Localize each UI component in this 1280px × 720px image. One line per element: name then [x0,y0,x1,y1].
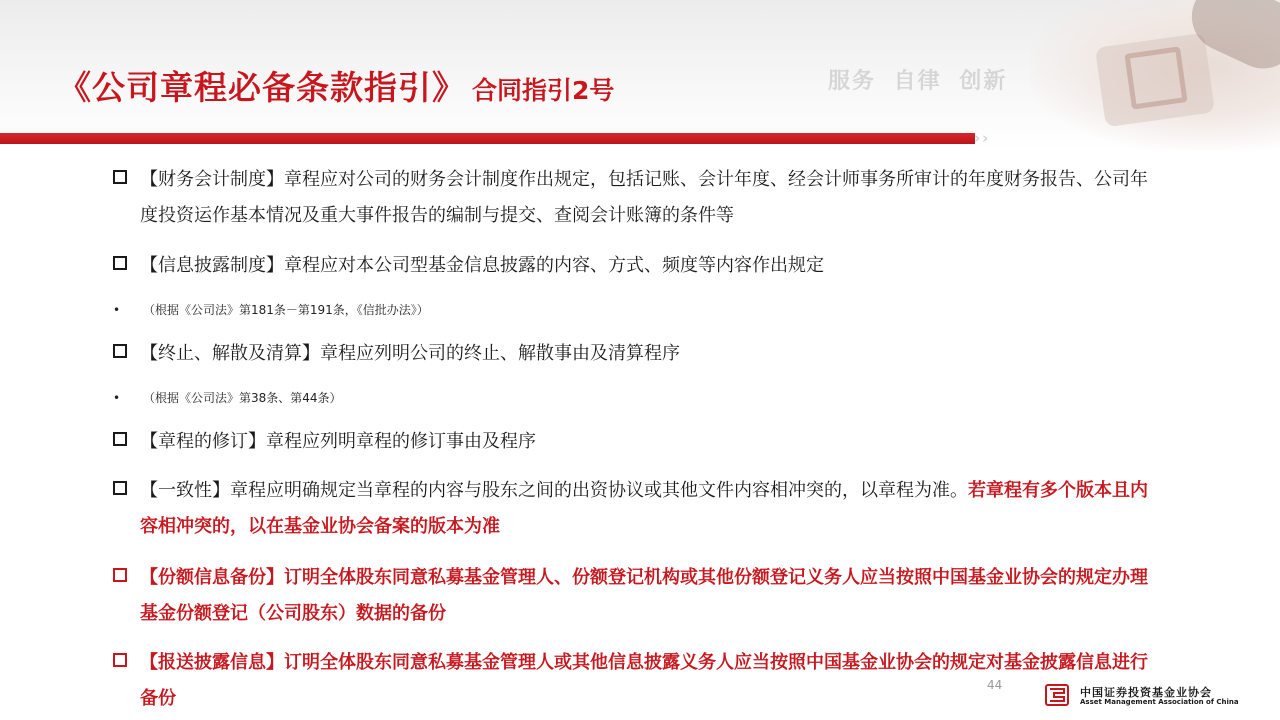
org-name-cn: 中国证券投资基金业协会 [1080,686,1212,699]
list-item-text: 【章程的修订】章程应列明章程的修订事由及程序 [140,431,536,452]
note-text: （根据《公司法》第38条、第44条） [143,391,342,405]
checkbox-square-icon [113,344,127,358]
note-line [113,389,342,406]
list-item [113,248,1153,284]
org-name-en: Asset Management Association of China [1080,698,1239,706]
chevron-right-icon: › [974,129,981,147]
chevron-right-icon: › [982,129,989,147]
note-text: （根据《公司法》第181条－第191条，《信批办法》） [143,303,429,317]
list-item-text-highlight: 若章程有多个版本且内容相冲突的，以在基金业协会备案的版本为准 [140,480,1148,537]
list-item [113,424,1153,460]
checkbox-square-icon [113,653,127,667]
page-title-main: 《公司章程必备条款指引》 [58,68,466,107]
list-item [113,473,1153,545]
note-line [113,301,429,318]
list-item-text: 【份额信息备份】订明全体股东同意私募基金管理人、份额登记机构或其他份额登记义务人应当按照中国基金业协会的规定办理基金份额登记（公司股东）数据的备份 [140,567,1148,624]
amac-logo-icon [1045,684,1069,706]
list-item [113,560,1153,632]
bullet-icon: • [113,303,121,317]
list-item-text [140,473,1153,545]
list-item-text: 【终止、解散及清算】章程应列明公司的终止、解散事由及清算程序 [140,343,680,364]
checkbox-square-icon [113,568,127,582]
page-title-sub: 合同指引2号 [472,76,615,105]
list-item-text-plain: 【一致性】章程应明确规定当章程的内容与股东之间的出资协议或其他文件内容相冲突的，以章程为准。 [140,480,968,501]
bullet-icon: • [113,391,121,405]
list-item-text: 【报送披露信息】订明全体股东同意私募基金管理人或其他信息披露义务人应当按照中国基金业协会的规定对基金披露信息进行备份 [140,652,1148,709]
checkbox-square-icon [113,256,127,270]
motto-text: 服务 自律 创新 [828,69,1008,94]
checkbox-square-icon [113,432,127,446]
list-item [113,162,1153,234]
list-item-text: 【财务会计制度】章程应对公司的财务会计制度作出规定，包括记账、会计年度、经会计师事务所审计的年度财务报告、公司年度投资运作基本情况及重大事件报告的编制与提交、查阅会计账簿的条件等 [140,169,1148,226]
list-item [113,336,1153,372]
checkbox-square-icon [113,481,127,495]
list-item-text: 【信息披露制度】章程应对本公司型基金信息披露的内容、方式、频度等内容作出规定 [140,255,824,276]
checkbox-square-icon [113,170,127,184]
page-number: 44 [987,678,1003,692]
